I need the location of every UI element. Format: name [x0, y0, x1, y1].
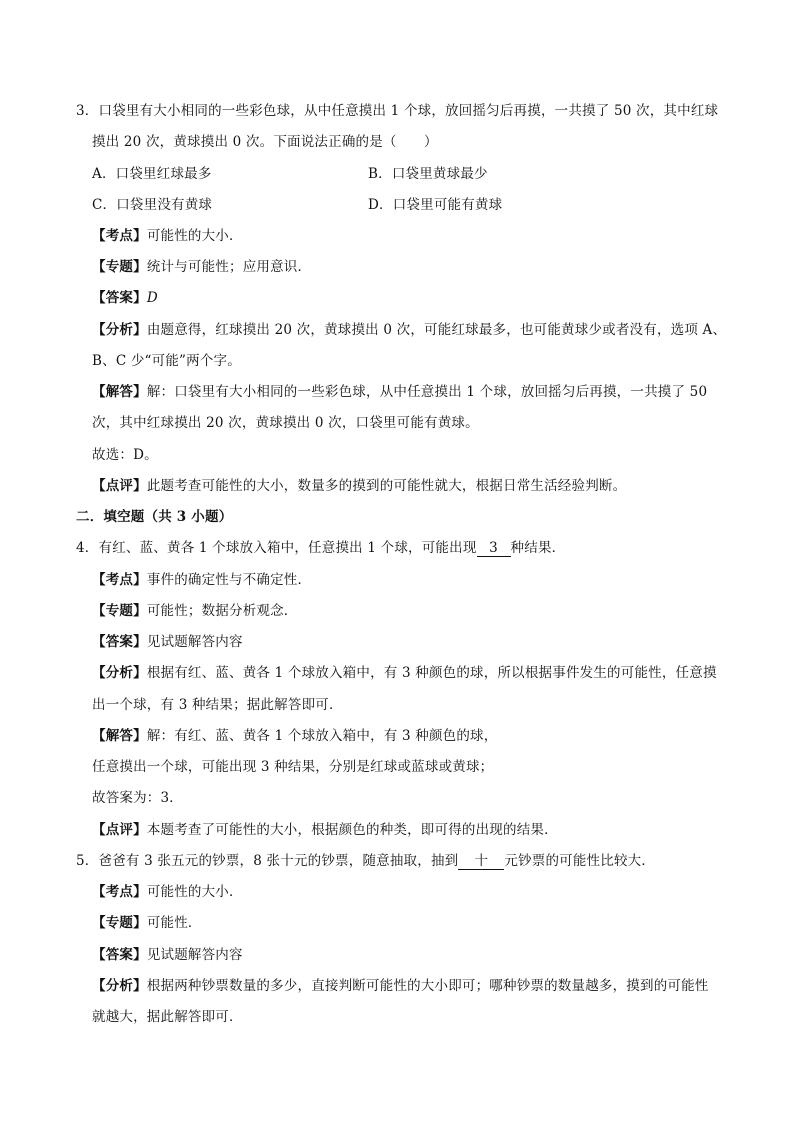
kaodian-text: 事件的确定性与不确定性．: [146, 572, 312, 588]
fenxi-label: 【分析】: [92, 978, 147, 994]
dianping-text: 本题考查了可能性的大小，根据颜色的种类，即可得的出现的结果．: [146, 822, 558, 838]
q5-daan: [92, 946, 243, 964]
q5-fenxi-line1: [92, 977, 709, 995]
q5-zhuanti: [92, 914, 202, 932]
daan-text: 见试题解答内容: [146, 634, 243, 650]
fenxi-label: 【分析】: [92, 665, 147, 681]
q5-fenxi-line2: 就越大，据此解答即可．: [92, 1009, 243, 1025]
q4-stem-part1: 4．有红、蓝、黄各 1 个球放入箱中，任意摸出 1 个球，可能出现: [76, 540, 477, 556]
q3-dianping: [92, 477, 626, 495]
q3-option-d: D．口袋里可能有黄球: [368, 197, 503, 213]
dianping-text: 此题考查可能性的大小，数量多的摸到的可能性就大，根据日常生活经验判断。: [146, 478, 627, 494]
zhuanti-label: 【专题】: [92, 603, 147, 619]
daan-label: 【答案】: [92, 290, 147, 306]
q4-jieda-line3: 故答案为：3．: [92, 790, 183, 806]
jieda-text: 解：口袋里有大小相同的一些彩色球，从中任意摸出 1 个球，放回摇匀后再摸，一共摸了 50: [146, 384, 708, 400]
q4-daan: [92, 633, 243, 651]
q4-dianping: [92, 821, 558, 839]
q4-jieda-line2: 任意摸出一个球，可能出现 3 种结果，分别是红球或蓝球或黄球；: [92, 759, 494, 775]
fenxi-text: 根据两种钞票数量的多少，直接判断可能性的大小即可；哪种钞票的数量越多，摸到的可能性: [146, 978, 709, 994]
fenxi-text: 由题意得，红球摸出 20 次，黄球摸出 0 次，可能红球最多，也可能黄球少或者没有，选项 A、: [146, 322, 727, 338]
q3-fenxi-line1: [92, 321, 726, 339]
kaodian-text: 可能性的大小．: [146, 228, 243, 244]
q3-jieda-line1: [92, 383, 707, 401]
zhuanti-text: 可能性；数据分析观念．: [146, 603, 298, 619]
q4-zhuanti: [92, 602, 298, 620]
q3-option-c: C．口袋里没有黄球: [92, 197, 213, 213]
kaodian-text: 可能性的大小．: [146, 884, 243, 900]
fenxi-text: 根据有红、蓝、黄各 1 个球放入箱中，有 3 种颜色的球，所以根据事件发生的可能性，任意摸: [146, 665, 717, 681]
q5-stem-part2: 元钞票的可能性比较大．: [504, 853, 656, 869]
kaodian-label: 【考点】: [92, 572, 147, 588]
jieda-label: 【解答】: [92, 384, 147, 400]
daan-label: 【答案】: [92, 634, 147, 650]
fenxi-label: 【分析】: [92, 322, 147, 338]
q3-daan: [92, 289, 158, 307]
daan-text: 见试题解答内容: [146, 947, 243, 963]
q5-kaodian: [92, 883, 243, 901]
q3-fenxi-line2: B、C 少“可能”两个字。: [92, 353, 241, 369]
q5-stem: [76, 852, 655, 870]
zhuanti-label: 【专题】: [92, 915, 147, 931]
q3-option-a: A．口袋里红球最多: [92, 166, 212, 182]
q4-stem: [76, 539, 565, 557]
zhuanti-text: 可能性．: [146, 915, 202, 931]
q4-answer-blank: 3: [477, 540, 511, 557]
q4-kaodian: [92, 571, 311, 589]
kaodian-label: 【考点】: [92, 884, 147, 900]
q3-jieda-line3: 故选：D。: [92, 447, 158, 463]
kaodian-label: 【考点】: [92, 228, 147, 244]
q3-kaodian: [92, 227, 243, 245]
q3-stem-line2: 摸出 20 次，黄球摸出 0 次。下面说法正确的是（ ）: [92, 134, 438, 150]
q3-option-b: B．口袋里黄球最少: [368, 166, 488, 182]
jieda-text: 解：有红、蓝、黄各 1 个球放入箱中，有 3 种颜色的球，: [146, 728, 498, 744]
q3-jieda-line2: 次，其中红球摸出 20 次，黄球摸出 0 次，口袋里可能有黄球。: [92, 415, 479, 431]
dianping-label: 【点评】: [92, 822, 147, 838]
q3-zhuanti: [92, 258, 311, 276]
q4-fenxi-line1: [92, 664, 717, 682]
q5-answer-blank: 十: [458, 853, 504, 870]
q4-jieda-line1: [92, 727, 497, 745]
zhuanti-text: 统计与可能性；应用意识．: [146, 259, 312, 275]
daan-label: 【答案】: [92, 947, 147, 963]
dianping-label: 【点评】: [92, 478, 147, 494]
q3-stem-line1: 3．口袋里有大小相同的一些彩色球，从中任意摸出 1 个球，放回摇匀后再摸，一共摸了 50 次，其中红球: [76, 103, 719, 119]
jieda-label: 【解答】: [92, 728, 147, 744]
q5-stem-part1: 5．爸爸有 3 张五元的钞票，8 张十元的钞票，随意抽取，抽到: [76, 853, 459, 869]
daan-text: D: [146, 290, 158, 306]
zhuanti-label: 【专题】: [92, 259, 147, 275]
section-heading-fill-in: 二．填空题（共 3 小题）: [76, 509, 233, 525]
q4-fenxi-line2: 出一个球，有 3 种结果；据此解答即可．: [92, 697, 343, 713]
q4-stem-part2: 种结果．: [510, 540, 566, 556]
